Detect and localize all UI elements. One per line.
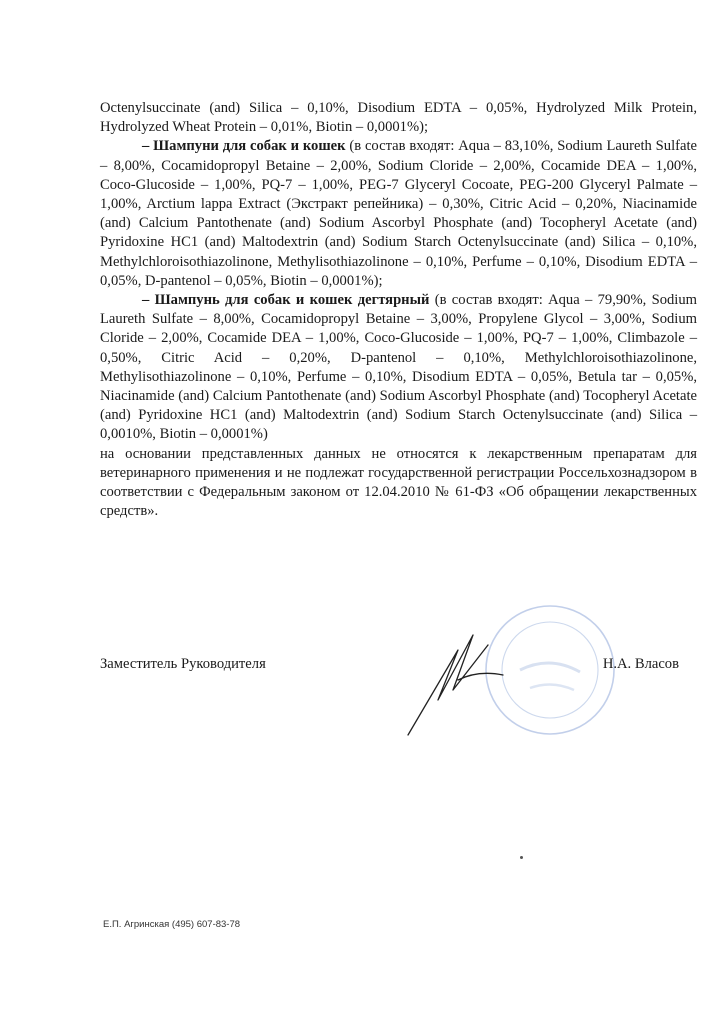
- document-body: [100, 99, 697, 521]
- shampoo-item-paragraph: [100, 137, 697, 291]
- shampoo-item-title: – Шампуни для собак и кошек: [142, 138, 346, 155]
- signatory-name: Н.А. Власов: [602, 656, 679, 672]
- shampoo-item-text: (в состав входят: Aqua – 83,10%, Sodium Laureth Sulfate – 8,00%, Cocamidopropyl Betaine – 2,00%, Sodium Cloride – 2,00%, Cocamide DEA – 1,00%, Coco-Glucoside – 1,00%, PQ-7 – 1,00%, PEG-7 Glyceryl Cocoate, PEG-200 Glyceryl Palmate – 1,00%, Arctium lappa Extract (Экстракт репейника) – 0,30%, Citric Acid – 0,20%, Niacinamide (and) Calcium Pantothenate (and) Sodium Ascorbyl Phosphate (and) Tocopheryl Acetate (and) Pyridoxine HC1 (and) Maltodextrin (and) Sodium Starch Octenylsuccinate (and) Silica – 0,10%, Methylchloroisothiazolinone, Methylisothiazolinone – 0,10%, Perfume – 0,10%, Disodium EDTA – 0,05%, D-pantenol – 0,05%, Biotin – 0,0001%);: [100, 138, 697, 289]
- tar-shampoo-item-paragraph: [100, 291, 697, 445]
- intro-paragraph: Octenylsuccinate (and) Silica – 0,10%, Disodium EDTA – 0,05%, Hydrolyzed Milk Protein, Hydrolyzed Wheat Protein – 0,01%, Biotin – 0,0001%);: [100, 100, 697, 136]
- conclusion-paragraph: на основании представленных данных не относятся к лекарственным препаратам для ветеринарного применения и не подлежат государственной регистрации Россельхознадзором в соответствии с Федеральным законом от 12.04.2010 № 61-ФЗ «Об обращении лекарственных средств».: [100, 445, 697, 520]
- scan-speck: [520, 856, 523, 859]
- tar-shampoo-item-title: – Шампунь для собак и кошек дегтярный: [142, 292, 430, 309]
- signatory-title: Заместитель Руководителя: [100, 656, 266, 672]
- footer-contact: Е.П. Агринская (495) 607-83-78: [103, 919, 241, 930]
- tar-shampoo-item-text: (в состав входят: Aqua – 79,90%, Sodium Laureth Sulfate – 8,00%, Cocamidopropyl Betaine – 3,00%, Propylene Glycol – 3,00%, Sodium Cloride – 2,00%, Cocamide DEA – 1,00%, Coco-Glucoside – 1,00%, PQ-7 – 1,00%, Climbazole – 0,50%, Citric Acid – 0,20%, D-pantenol – 0,10%, Methylchloroisothiazolinone, Methylisothiazolinone – 0,10%, Perfume – 0,10%, Disodium EDTA – 0,05%, Betula tar – 0,05%, Niacinamide (and) Calcium Pantothenate (and) Sodium Ascorbyl Phosphate (and) Tocopheryl Acetate (and) Pyridoxine HC1 (and) Maltodextrin (and) Sodium Starch Octenylsuccinate (and) Silica – 0,0010%, Biotin – 0,0001%): [100, 292, 698, 443]
- handwritten-signature: [398, 630, 518, 740]
